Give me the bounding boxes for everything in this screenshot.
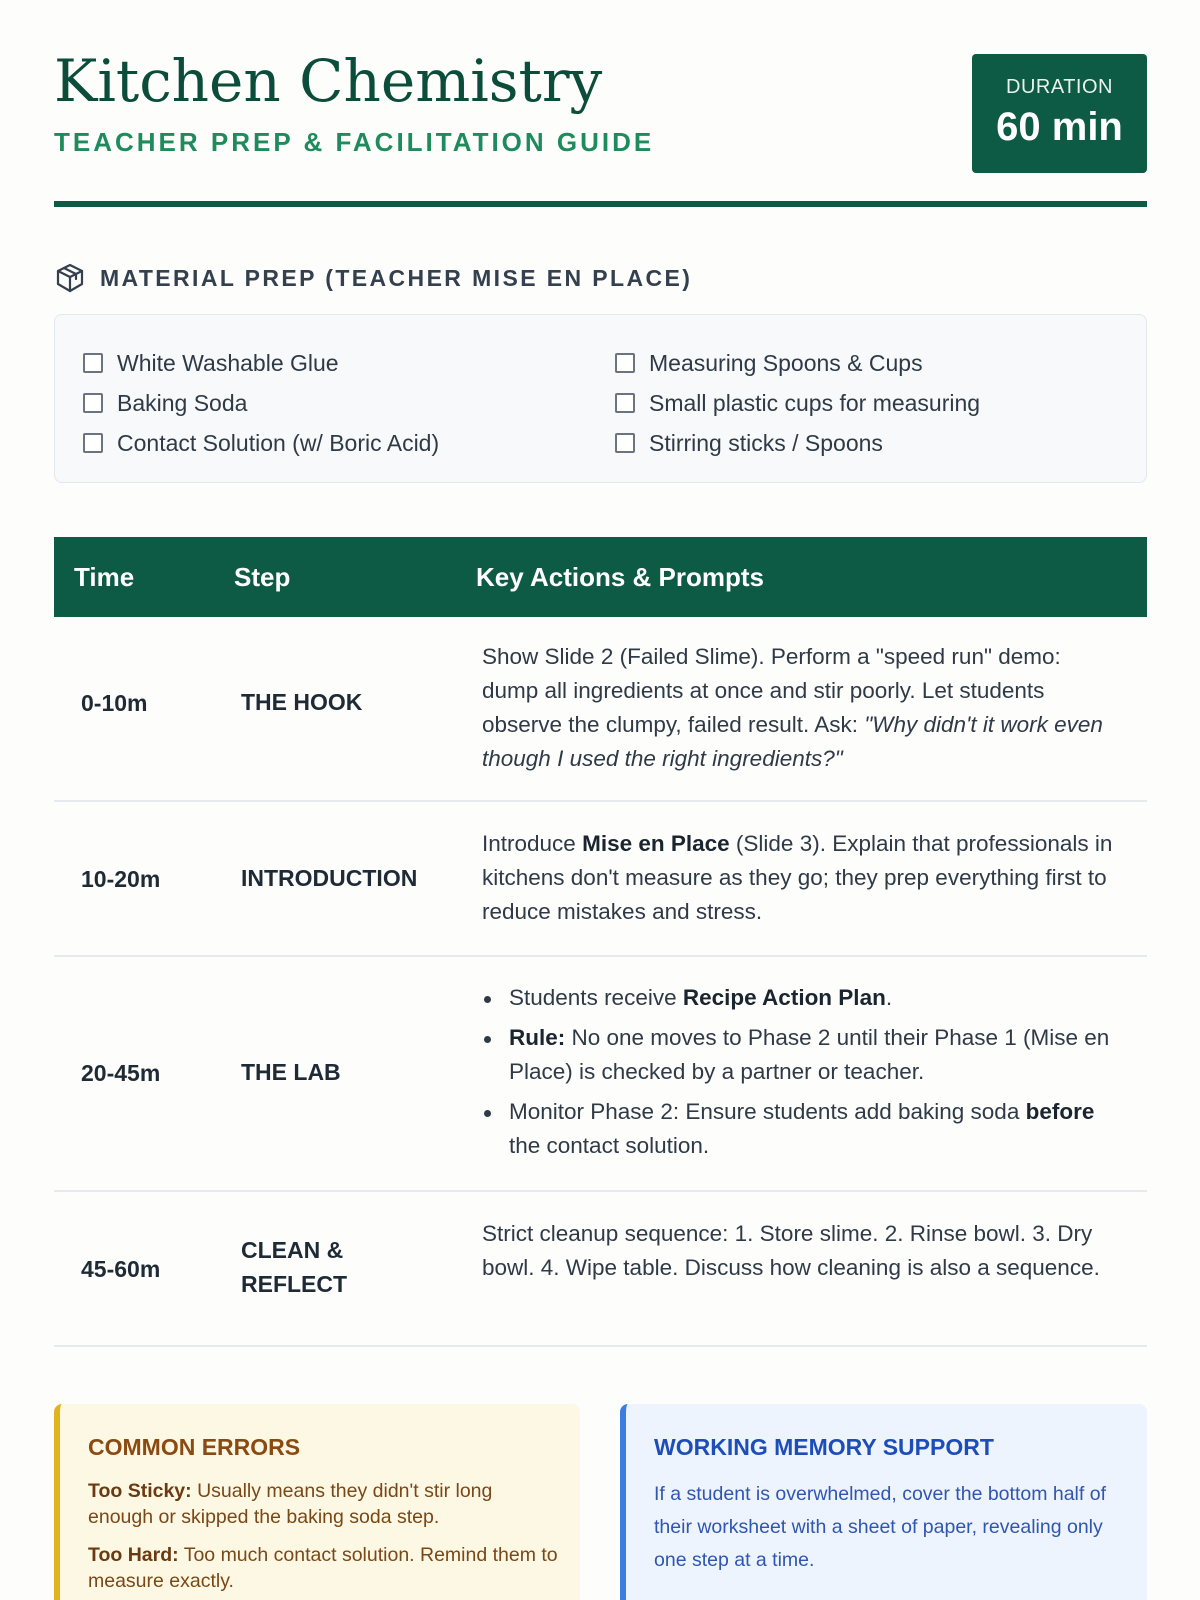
checklist-item-label: Small plastic cups for measuring: [649, 389, 981, 416]
error-item: [88, 1542, 558, 1594]
column-header-time: Time: [74, 562, 135, 592]
checkbox[interactable]: [615, 393, 635, 413]
working-memory-body: If a student is overwhelmed, cover the bottom half of their worksheet with a sheet of paper, revealing only one step at a time.: [654, 1483, 1106, 1571]
checkbox[interactable]: [83, 353, 103, 373]
common-errors-body: [88, 1478, 558, 1600]
checklist-column-right: [615, 343, 980, 463]
bullet-text: No one moves to Phase 2 until their Phase 1 (Mise en Place) is checked by a partner or teacher.: [509, 1025, 1110, 1084]
checklist-item-label: White Washable Glue: [117, 349, 339, 376]
error-item-label: Too Hard:: [88, 1544, 179, 1566]
table-row: [54, 957, 1147, 1192]
checklist-item[interactable]: [615, 383, 980, 423]
row-time: 45-60m: [81, 1256, 161, 1282]
row-step: THE HOOK: [241, 689, 363, 715]
action-list: [482, 981, 1122, 1163]
checklist-item[interactable]: [83, 343, 439, 383]
checklist-item[interactable]: [615, 343, 980, 383]
checkbox[interactable]: [83, 433, 103, 453]
common-errors-title: COMMON ERRORS: [88, 1434, 301, 1460]
bullet-bold: before: [1025, 1099, 1095, 1124]
material-prep-heading: [54, 262, 692, 294]
duration-badge: [972, 54, 1147, 173]
row-time: 0-10m: [81, 690, 148, 716]
action-text: Show Slide 2 (Failed Slime). Perform a "speed run" demo: dump all ingredients at once and stir poorly. Let students observe the clumpy, failed result. Ask:: [482, 644, 1061, 737]
bullet-bold: Rule:: [509, 1025, 566, 1050]
row-time: 10-20m: [81, 866, 161, 892]
common-errors-callout: [54, 1404, 580, 1600]
bullet-text: .: [885, 985, 893, 1010]
action-bold: Mise en Place: [582, 831, 730, 856]
table-row: [54, 802, 1147, 957]
duration-value: 60 min: [996, 105, 1123, 149]
working-memory-callout: [620, 1404, 1147, 1600]
page-subtitle: TEACHER PREP & FACILITATION GUIDE: [54, 127, 655, 157]
duration-label: DURATION: [1006, 76, 1113, 98]
error-item-label: Too Sticky:: [88, 1480, 192, 1502]
row-actions: [482, 827, 1122, 929]
row-step: THE LAB: [241, 1059, 341, 1085]
bullet-text: Students receive: [509, 985, 683, 1010]
action-text: (Slide 3). Explain that professionals in kitchens don't measure as they go; they prep everything first to reduce mistakes and stress.: [482, 831, 1113, 924]
checkbox[interactable]: [615, 353, 635, 373]
row-actions: Strict cleanup sequence: 1. Store slime. 2. Rinse bowl. 3. Dry bowl. 4. Wipe table. Discuss how cleaning is also a sequence.: [482, 1221, 1100, 1280]
checklist-column-left: [83, 343, 439, 463]
row-time: 20-45m: [81, 1060, 161, 1086]
bullet-text: Monitor Phase 2: Ensure students add baking soda: [509, 1099, 1026, 1124]
checklist-item-label: Baking Soda: [117, 389, 248, 416]
material-checklist: [54, 314, 1147, 483]
row-step-line: REFLECT: [241, 1271, 348, 1297]
checkbox[interactable]: [615, 433, 635, 453]
list-item: [482, 981, 1122, 1015]
material-prep-title: MATERIAL PREP (TEACHER MISE EN PLACE): [100, 264, 693, 291]
list-item: [482, 1021, 1122, 1089]
error-item-text: Too much contact solution. Remind them to measure exactly.: [88, 1544, 558, 1592]
checklist-item-label: Stirring sticks / Spoons: [649, 429, 883, 456]
column-header-actions: Key Actions & Prompts: [476, 562, 764, 592]
page-header: [54, 0, 1147, 207]
checklist-item[interactable]: [83, 383, 439, 423]
error-item: [88, 1478, 558, 1530]
checkbox[interactable]: [83, 393, 103, 413]
row-step-line: CLEAN &: [241, 1237, 344, 1263]
working-memory-title: WORKING MEMORY SUPPORT: [654, 1434, 994, 1460]
column-header-step: Step: [234, 562, 291, 592]
page-title: Kitchen Chemistry: [54, 47, 603, 115]
table-header: [54, 537, 1147, 617]
package-icon: [54, 262, 86, 294]
checklist-item-label: Measuring Spoons & Cups: [649, 349, 923, 376]
row-step: [241, 1233, 347, 1301]
action-quote: "Why didn't it work even though I used the right ingredients?": [482, 712, 1103, 771]
schedule-table: [54, 537, 1147, 1347]
checklist-item-label: Contact Solution (w/ Boric Acid): [117, 429, 440, 456]
checklist-item[interactable]: [615, 423, 980, 463]
error-item-text: Usually means they didn't stir long enough or skipped the baking soda step.: [88, 1480, 493, 1528]
table-row: [54, 617, 1147, 802]
guide-page: [54, 0, 1147, 1592]
action-text: Introduce: [482, 831, 583, 856]
row-actions: [482, 981, 1122, 1169]
list-item: [482, 1095, 1122, 1163]
bullet-text: the contact solution.: [509, 1133, 710, 1158]
row-actions: [482, 640, 1122, 776]
bullet-bold: Recipe Action Plan: [682, 985, 886, 1010]
checklist-item[interactable]: [83, 423, 439, 463]
row-step: INTRODUCTION: [241, 865, 418, 891]
table-row: [54, 1192, 1147, 1347]
